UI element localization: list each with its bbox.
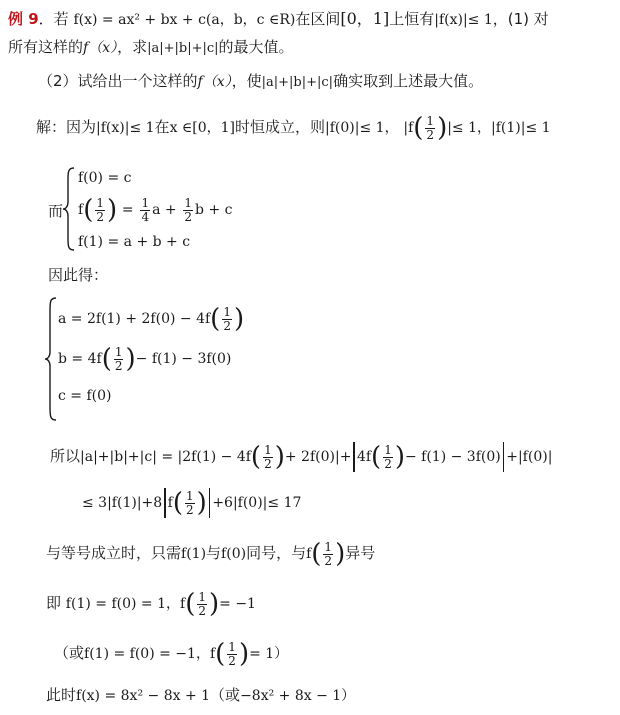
- formula: |f(x)|≤ 1: [96, 120, 155, 136]
- fraction-half: $\frac{1}{2}$: [184, 195, 193, 224]
- formula: a +: [152, 202, 177, 218]
- interval: [0，1]: [340, 9, 390, 28]
- paren-half: ( $\frac{1}{2}$ ): [215, 639, 250, 669]
- formula: f(1) = f(0) = 1，: [65, 596, 180, 612]
- text: 即: [46, 594, 62, 612]
- paren-half: ( $\frac{1}{2}$ ): [172, 488, 207, 518]
- system-1-label: [48, 200, 63, 222]
- formula: f(1) = f(0) = −1，: [84, 646, 210, 662]
- text: （2）试给出一个这样的: [38, 72, 198, 90]
- therefore-line: [48, 264, 108, 286]
- example-label: 例 9: [8, 10, 39, 28]
- formula: |f(0)|≤ 1，: [325, 120, 399, 136]
- formula: +6|f(0)|≤ 17: [212, 495, 302, 511]
- system-2-row-2: [58, 342, 231, 375]
- formula: |≤ 1，: [447, 120, 492, 136]
- so-line: [50, 438, 552, 475]
- paren-half: ( $\frac{1}{2}$ ): [210, 304, 245, 334]
- formula: f: [167, 495, 173, 511]
- text: 异号: [345, 544, 376, 562]
- text: ．若: [38, 10, 69, 28]
- text: 的最大值。: [218, 38, 294, 56]
- text: 而: [48, 202, 64, 220]
- paren-half: ( $\frac{1}{2}$ ): [311, 539, 346, 569]
- inequality-line: [82, 484, 301, 521]
- formula: f（x）: [197, 74, 232, 90]
- system-1-row-1: [78, 166, 131, 189]
- text: （或: [54, 644, 85, 662]
- abs-bar: [164, 488, 166, 518]
- text: 所有这样的: [8, 38, 84, 56]
- formula: |f(x)|≤ 1: [434, 12, 493, 28]
- system-2-row-1: [58, 302, 244, 335]
- text: 所以: [50, 447, 81, 465]
- text: 确实取到上述最大值。: [333, 72, 484, 90]
- text: ，使: [231, 72, 262, 90]
- text: 与: [206, 544, 222, 562]
- problem-line-1: [8, 8, 549, 31]
- formula: +|f(0)|: [506, 449, 553, 465]
- text: 同号，与: [246, 544, 307, 562]
- formula: f(0) = c: [78, 170, 132, 186]
- text: 在区间: [295, 10, 341, 28]
- formula: f（x）: [83, 40, 118, 56]
- formula: − f(1) − 3f(0): [135, 351, 232, 367]
- formula: f: [306, 546, 312, 562]
- formula: f(x) = ax² + bx + c(a，b，c ∈R): [73, 12, 296, 28]
- or-line: [54, 636, 288, 671]
- paren-half: ( $\frac{1}{2}$ ): [250, 442, 285, 472]
- left-brace-icon: [44, 296, 58, 422]
- formula: |f(1)|≤ 1: [491, 120, 551, 136]
- formula: f(x) = 8x² − 8x + 1: [76, 688, 211, 704]
- formula: c = f(0): [58, 388, 112, 404]
- formula: f: [209, 646, 216, 662]
- text: 与等号成立时，只需: [46, 544, 182, 562]
- formula: = −1: [219, 596, 256, 612]
- formula: |a|+|b|+|c| = |2f(1) − 4f: [80, 449, 251, 465]
- text: 解：因为: [36, 118, 97, 136]
- formula: f(1) = a + b + c: [78, 234, 191, 250]
- text: 因此得：: [48, 266, 109, 284]
- text: （或: [210, 686, 241, 704]
- solution-line: [36, 110, 551, 145]
- formula: + 2f(0)|+: [284, 449, 352, 465]
- problem-line-3: [38, 70, 483, 94]
- equality-line: [46, 536, 375, 571]
- system-1-row-3: [78, 230, 190, 253]
- formula: f(1): [181, 546, 207, 562]
- abs-bar: [353, 442, 355, 472]
- problem-line-2: [8, 36, 294, 60]
- formula: −8x² + 8x − 1）: [240, 688, 356, 704]
- formula: |a|+|b|+|c|: [147, 41, 219, 56]
- formula: b + c: [195, 202, 233, 218]
- system-2-row-3: [58, 384, 111, 407]
- text: 时恒成立，则: [235, 118, 326, 136]
- fraction-quarter: $\frac{1}{4}$: [141, 195, 150, 224]
- text: ，(1) 对: [492, 10, 549, 28]
- formula: ≤ 3|f(1)|+8: [82, 495, 163, 511]
- abs-bar: [209, 488, 211, 518]
- system-1-row-2: [78, 194, 232, 225]
- formula: f(0): [221, 546, 247, 562]
- formula: |a|+|b|+|c|: [261, 75, 334, 90]
- text: 此时: [46, 686, 77, 704]
- paren-half: ( $\frac{1}{2}$ ): [185, 589, 220, 619]
- text: 上恒有: [389, 10, 435, 28]
- formula: = 1）: [249, 646, 289, 662]
- final-line: [46, 684, 355, 707]
- abs-bar: [503, 442, 505, 472]
- paren-half: ( $\frac{1}{2}$ ): [101, 344, 136, 374]
- paren-half: ( $\frac{1}{2}$ ): [371, 442, 405, 472]
- formula: 4f: [356, 449, 372, 465]
- paren-half: ( $\frac{1}{2}$ ): [413, 113, 448, 143]
- text: ，求: [117, 38, 148, 56]
- formula: f: [78, 202, 84, 218]
- formula: f: [180, 596, 186, 612]
- formula: |f: [403, 120, 414, 136]
- formula: x ∈[0，1]: [169, 120, 236, 136]
- ji-line: [46, 586, 256, 621]
- left-brace-icon: [62, 166, 76, 252]
- formula: b = 4f: [58, 351, 102, 367]
- formula: =: [121, 202, 134, 218]
- formula: a = 2f(1) + 2f(0) − 4f: [58, 311, 211, 327]
- paren-half: ( $\frac{1}{2}$ ): [83, 195, 118, 225]
- text: 在: [154, 118, 170, 136]
- formula: − f(1) − 3f(0): [404, 449, 501, 465]
